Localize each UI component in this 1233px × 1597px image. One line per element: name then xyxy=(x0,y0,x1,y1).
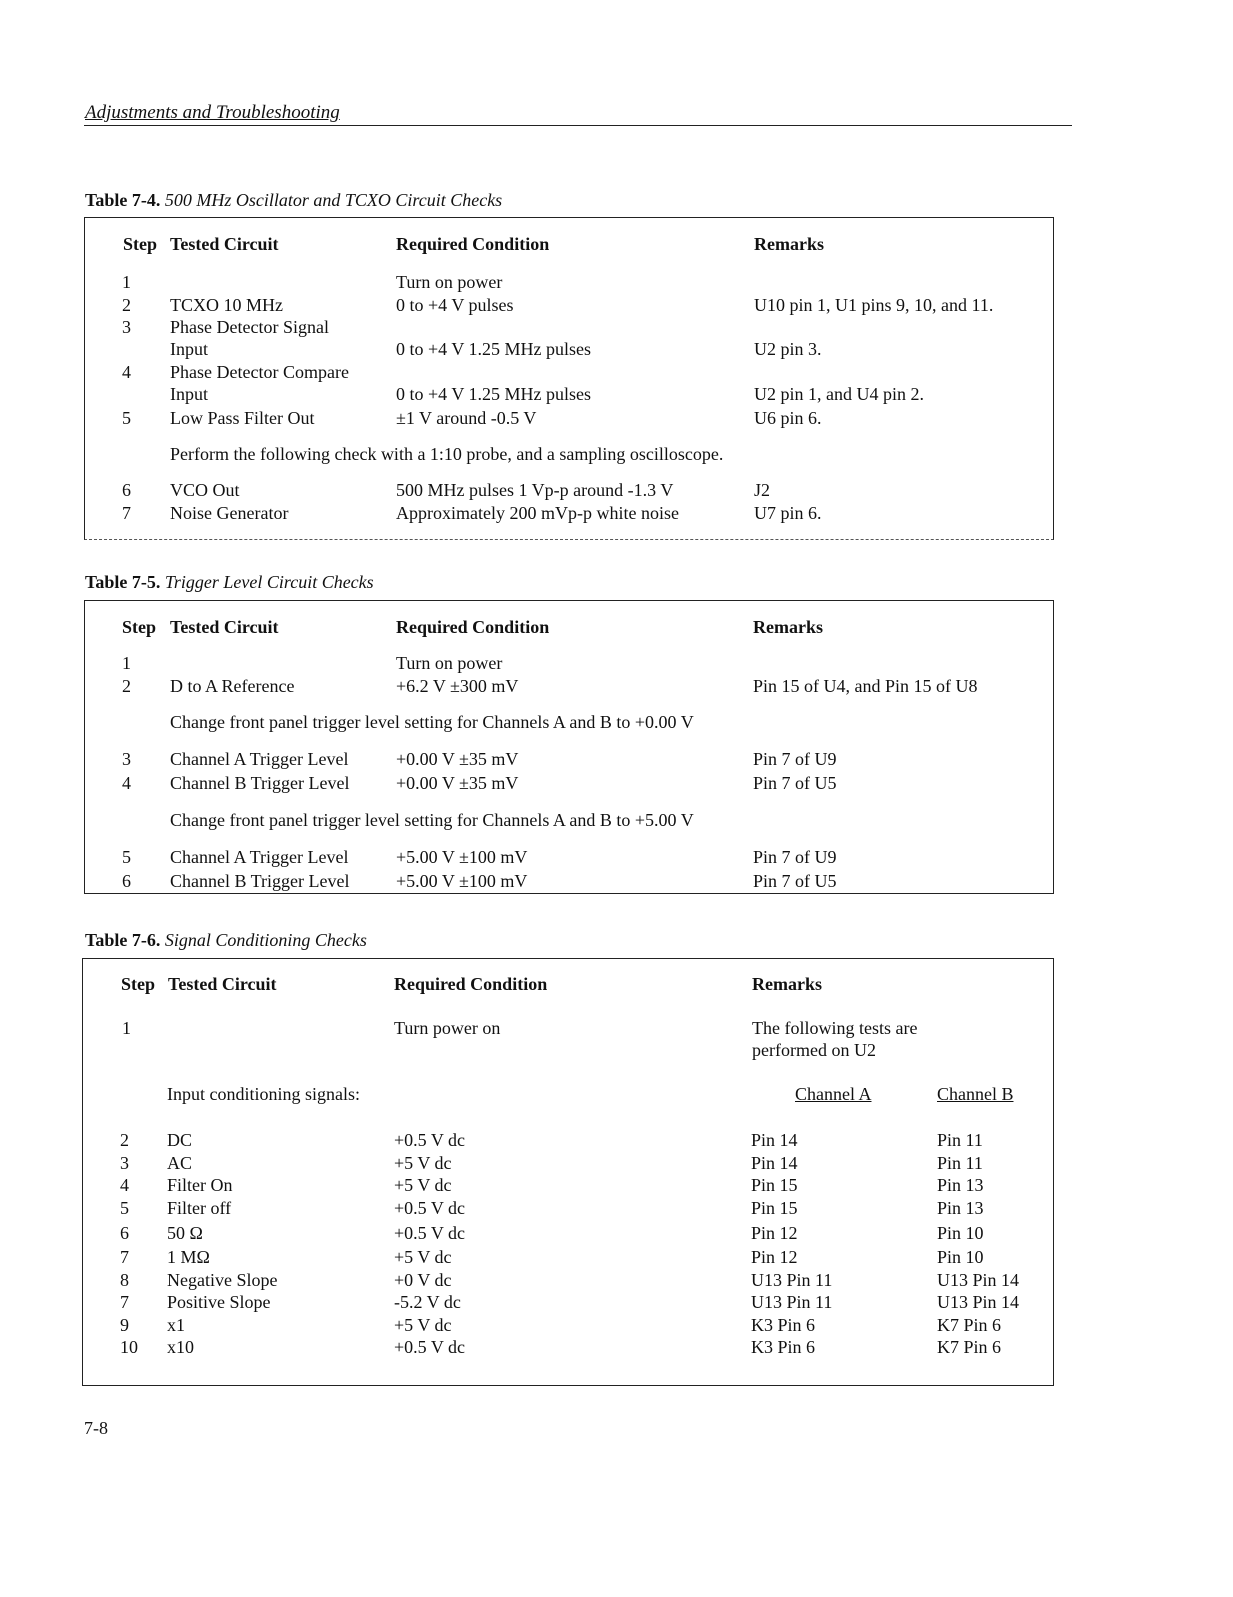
circuit-cell: Phase Detector Compare xyxy=(170,362,349,382)
circuit-cell: Channel A Trigger Level xyxy=(170,749,349,769)
channel-a-cell: U13 Pin 11 xyxy=(751,1292,833,1312)
remarks-cell: The following tests are xyxy=(752,1018,918,1038)
table-note: Change front panel trigger level setting for Channels A and B to +0.00 V xyxy=(170,712,694,732)
remarks-cell: Pin 7 of U5 xyxy=(753,773,837,793)
condition-cell: ±1 V around -0.5 V xyxy=(396,408,537,428)
channel-b-cell: K7 Pin 6 xyxy=(937,1337,1002,1357)
condition-cell: +5 V dc xyxy=(394,1247,452,1267)
condition-cell: +0.00 V ±35 mV xyxy=(396,773,519,793)
remarks-cell: Pin 15 of U4, and Pin 15 of U8 xyxy=(753,676,978,696)
col-header-remarks: Remarks xyxy=(752,974,822,994)
step-cell: 1 xyxy=(122,272,131,292)
condition-cell: +5 V dc xyxy=(394,1175,452,1195)
step-cell: 8 xyxy=(120,1270,129,1290)
col-header-circuit: Tested Circuit xyxy=(170,234,279,254)
step-cell: 6 xyxy=(122,871,131,891)
channel-a-cell: Pin 14 xyxy=(751,1153,798,1173)
condition-cell: Turn on power xyxy=(396,653,503,673)
table-title: Trigger Level Circuit Checks xyxy=(164,572,374,592)
circuit-cell: DC xyxy=(167,1130,193,1150)
condition-cell: +6.2 V ±300 mV xyxy=(396,676,519,696)
circuit-cell: Channel B Trigger Level xyxy=(170,871,350,891)
table-7-6-caption xyxy=(85,930,367,951)
condition-cell: +5.00 V ±100 mV xyxy=(396,847,528,867)
channel-a-cell: Pin 15 xyxy=(751,1175,798,1195)
condition-cell: +5 V dc xyxy=(394,1315,452,1335)
remarks-cell: U2 pin 1, and U4 pin 2. xyxy=(754,384,924,404)
col-header-step: Step xyxy=(121,974,156,994)
step-cell: 6 xyxy=(120,1223,129,1243)
table-label: Table 7-6. xyxy=(85,930,161,950)
remarks-cell: U10 pin 1, U1 pins 9, 10, and 11. xyxy=(754,295,994,315)
circuit-cell: Channel A Trigger Level xyxy=(170,847,349,867)
step-cell: 4 xyxy=(122,362,131,382)
remarks-cell: U6 pin 6. xyxy=(754,408,822,428)
circuit-cell: Low Pass Filter Out xyxy=(170,408,315,428)
col-header-condition: Required Condition xyxy=(396,617,550,637)
circuit-cell: Filter off xyxy=(167,1198,232,1218)
condition-cell: +0 V dc xyxy=(394,1270,452,1290)
step-cell: 2 xyxy=(120,1130,129,1150)
condition-cell: Approximately 200 mVp-p white noise xyxy=(396,503,679,523)
step-cell: 7 xyxy=(120,1247,129,1267)
channel-b-cell: U13 Pin 14 xyxy=(937,1270,1020,1290)
step-cell: 3 xyxy=(120,1153,129,1173)
channel-a-cell: Pin 12 xyxy=(751,1247,798,1267)
remarks-cell: performed on U2 xyxy=(752,1040,876,1060)
col-header-circuit: Tested Circuit xyxy=(170,617,279,637)
channel-b-cell: Pin 13 xyxy=(937,1175,984,1195)
channel-a-cell: Pin 15 xyxy=(751,1198,798,1218)
step-cell: 1 xyxy=(122,1018,131,1038)
remarks-cell: Pin 7 of U9 xyxy=(753,847,837,867)
remarks-cell: J2 xyxy=(754,480,771,500)
channel-a-cell: U13 Pin 11 xyxy=(751,1270,833,1290)
channel-b-cell: U13 Pin 14 xyxy=(937,1292,1020,1312)
condition-cell: +0.5 V dc xyxy=(394,1198,465,1218)
condition-cell: +0.5 V dc xyxy=(394,1337,465,1357)
step-cell: 1 xyxy=(122,653,131,673)
remarks-cell: Pin 7 of U9 xyxy=(753,749,837,769)
circuit-cell: Positive Slope xyxy=(167,1292,271,1312)
circuit-cell: 50 Ω xyxy=(167,1223,203,1243)
table-title: 500 MHz Oscillator and TCXO Circuit Checks xyxy=(164,190,503,210)
step-cell: 3 xyxy=(122,749,131,769)
col-header-remarks: Remarks xyxy=(754,234,824,254)
channel-b-cell: K7 Pin 6 xyxy=(937,1315,1002,1335)
channel-b-cell: Pin 11 xyxy=(937,1153,983,1173)
table-note: Perform the following check with a 1:10 probe, and a sampling oscilloscope. xyxy=(170,444,724,464)
circuit-cell: 1 MΩ xyxy=(167,1247,210,1267)
channel-a-header: Channel A xyxy=(795,1084,872,1104)
circuit-cell: Phase Detector Signal xyxy=(170,317,329,337)
table-7-4-caption xyxy=(85,190,502,211)
channel-a-cell: Pin 12 xyxy=(751,1223,798,1243)
table-note: Change front panel trigger level setting for Channels A and B to +5.00 V xyxy=(170,810,694,830)
channel-a-cell: Pin 14 xyxy=(751,1130,798,1150)
circuit-cell: Noise Generator xyxy=(170,503,289,523)
step-cell: 7 xyxy=(122,503,131,523)
condition-cell: 0 to +4 V pulses xyxy=(396,295,514,315)
step-cell: 5 xyxy=(122,847,131,867)
condition-cell: +0.5 V dc xyxy=(394,1130,465,1150)
table-label: Table 7-4. xyxy=(85,190,161,210)
step-cell: 10 xyxy=(120,1337,138,1357)
running-header: Adjustments and Troubleshooting xyxy=(85,102,340,123)
circuit-cell: Input xyxy=(170,384,208,404)
circuit-cell: TCXO 10 MHz xyxy=(170,295,283,315)
step-cell: 4 xyxy=(122,773,131,793)
channel-a-cell: K3 Pin 6 xyxy=(751,1315,816,1335)
step-cell: 2 xyxy=(122,295,131,315)
step-cell: 4 xyxy=(120,1175,129,1195)
condition-cell: 0 to +4 V 1.25 MHz pulses xyxy=(396,384,591,404)
col-header-condition: Required Condition xyxy=(394,974,548,994)
condition-cell: +5 V dc xyxy=(394,1153,452,1173)
page-number: 7-8 xyxy=(84,1418,108,1438)
step-cell: 7 xyxy=(120,1292,129,1312)
remarks-cell: U7 pin 6. xyxy=(754,503,822,523)
channel-b-cell: Pin 10 xyxy=(937,1247,984,1267)
channel-b-cell: Pin 11 xyxy=(937,1130,983,1150)
channel-b-cell: Pin 13 xyxy=(937,1198,984,1218)
step-cell: 9 xyxy=(120,1315,129,1335)
circuit-cell: x10 xyxy=(167,1337,194,1357)
header-rule xyxy=(84,125,1072,126)
circuit-cell: Input xyxy=(170,339,208,359)
col-header-step: Step xyxy=(123,234,158,254)
col-header-condition: Required Condition xyxy=(396,234,550,254)
remarks-cell: U2 pin 3. xyxy=(754,339,822,359)
circuit-cell: Channel B Trigger Level xyxy=(170,773,350,793)
step-cell: 2 xyxy=(122,676,131,696)
channel-a-cell: K3 Pin 6 xyxy=(751,1337,816,1357)
condition-cell: 500 MHz pulses 1 Vp-p around -1.3 V xyxy=(396,480,674,500)
condition-cell: +0.5 V dc xyxy=(394,1223,465,1243)
col-header-step: Step xyxy=(122,617,157,637)
channel-b-header: Channel B xyxy=(937,1084,1014,1104)
condition-cell: +0.00 V ±35 mV xyxy=(396,749,519,769)
condition-cell: 0 to +4 V 1.25 MHz pulses xyxy=(396,339,591,359)
step-cell: 5 xyxy=(120,1198,129,1218)
input-conditioning-label: Input conditioning signals: xyxy=(167,1084,360,1104)
step-cell: 3 xyxy=(122,317,131,337)
condition-cell: -5.2 V dc xyxy=(394,1292,461,1312)
step-cell: 5 xyxy=(122,408,131,428)
table-label: Table 7-5. xyxy=(85,572,161,592)
circuit-cell: Negative Slope xyxy=(167,1270,278,1290)
step-cell: 6 xyxy=(122,480,131,500)
col-header-circuit: Tested Circuit xyxy=(168,974,277,994)
condition-cell: Turn power on xyxy=(394,1018,501,1038)
circuit-cell: AC xyxy=(167,1153,193,1173)
circuit-cell: VCO Out xyxy=(170,480,240,500)
col-header-remarks: Remarks xyxy=(753,617,823,637)
table-title: Signal Conditioning Checks xyxy=(164,930,367,950)
circuit-cell: D to A Reference xyxy=(170,676,295,696)
condition-cell: Turn on power xyxy=(396,272,503,292)
circuit-cell: Filter On xyxy=(167,1175,233,1195)
table-7-5-caption xyxy=(85,572,374,593)
circuit-cell: x1 xyxy=(167,1315,185,1335)
channel-b-cell: Pin 10 xyxy=(937,1223,984,1243)
condition-cell: +5.00 V ±100 mV xyxy=(396,871,528,891)
remarks-cell: Pin 7 of U5 xyxy=(753,871,837,891)
